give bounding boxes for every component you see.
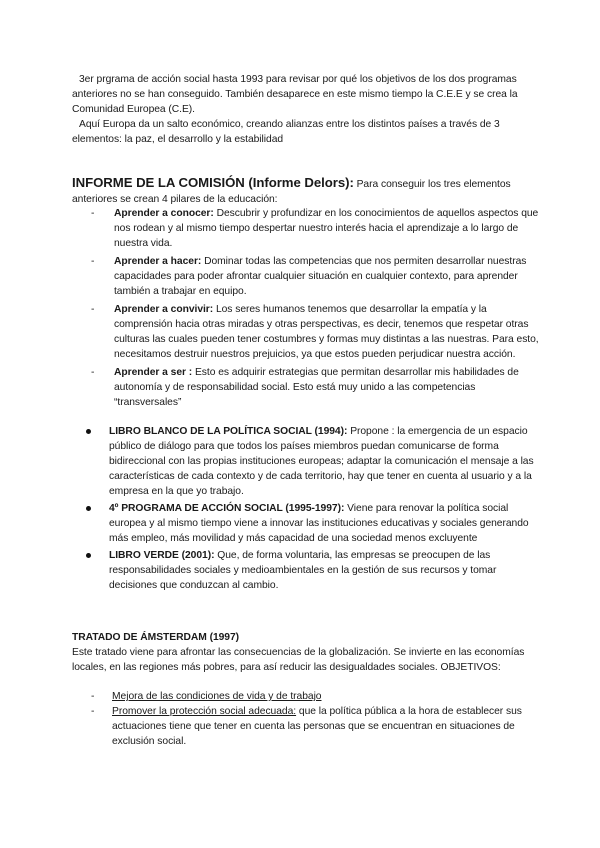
objective-term: Promover la protección social adecuada: (112, 706, 297, 717)
dash-marker: - (91, 208, 95, 219)
pillar-text: Los seres humanos tenemos que desarrollar la empatía y la comprensión hacia otras miradas y otras perspectivas, es decir, tenemos que respetar otras culturas las cuales pueden tener costumbres y formas muy distintas a las nuestras. Para esto, necesitamos destruir nuestros prejuicios, ya que estos pueden perjudicar nuestra acción. (114, 304, 539, 360)
policy-text: Viene para renovar la política social europea y al mismo tiempo viene a innovar las instituciones educativas y sociales generando más empleo, más movilidad y más capacidad de una sociedad menos excluyente (109, 503, 529, 544)
dash-marker: - (91, 367, 95, 378)
objective-text: que la política pública a la hora de establecer sus actuaciones tiene que tener en cuenta las personas que se encuentran en situaciones de exclusión social. (112, 706, 522, 747)
list-item (72, 254, 542, 299)
list-item (72, 365, 542, 410)
pillar-term: Aprender a hacer: (114, 256, 202, 267)
list-item (72, 704, 542, 749)
dash-marker: - (91, 256, 95, 267)
policy-term: LIBRO BLANCO DE LA POLÍTICA SOCIAL (1994): (109, 426, 348, 437)
policy-text: Que, de forma voluntaria, las empresas se preocupen de las responsabilidades sociales y medioambientales en la gestión de sus recursos y tomar decisiones que conduzcan al cambio. (109, 550, 497, 591)
amsterdam-body: Este tratado viene para afrontar las consecuencias de la globalización. Se invierte en las economías locales, en las regiones más pobres, para así reducir las desigualdades sociales. OBJETIVOS: (72, 647, 525, 673)
intro-paragraph-2: Aquí Europa da un salto económico, creando alianzas entre los distintos países a través de 3 elementos: la paz, el desarrollo y la estabilidad (72, 119, 500, 145)
pillar-term: Aprender a conocer: (114, 208, 214, 219)
dash-marker: - (91, 691, 95, 702)
policy-term: LIBRO VERDE (2001): (109, 550, 215, 561)
policy-text: Propone : la emergencia de un espacio público de diálogo para que todos los países miembros puedan comunicarse de forma bidireccional con las propias instituciones europeas; adaptar la comunicación el mensaje a las características de cada contexto y de cada territorio, hay que tener en cuenta al usuario y a la empresa en la que yo trabajo. (109, 426, 534, 497)
dash-marker: - (91, 706, 95, 717)
list-item (72, 424, 542, 499)
delors-pillars-list (72, 206, 542, 413)
amsterdam-heading-text: TRATADO DE ÁMSTERDAM (1997) (72, 632, 240, 643)
bullet-icon (86, 429, 91, 434)
list-item (72, 206, 542, 251)
policy-term: 4º PROGRAMA DE ACCIÓN SOCIAL (1995-1997): (109, 503, 345, 514)
list-item (72, 302, 542, 362)
intro-paragraph-1: 3er prgrama de acción social hasta 1993 para revisar por qué los objetivos de los dos programas anteriores no se han conseguido. También desaparece en este mismo tiempo la C.E.E y se crea la Comunidad Europea (C.E). (72, 74, 518, 115)
bullet-icon (86, 506, 91, 511)
amsterdam-heading (72, 630, 542, 645)
delors-heading-paragraph (72, 175, 542, 207)
dash-marker: - (91, 304, 95, 315)
list-item (72, 548, 542, 593)
pillar-text: Descubrir y profundizar en los conocimientos de aquellos aspectos que nos rodean y al mismo tiempo despertar nuestro interés hacia el aprendizaje a lo largo de nuestra vida. (114, 208, 539, 249)
pillar-term: Aprender a convivir: (114, 304, 214, 315)
pillar-text: Esto es adquirir estrategias que permitan desarrollar mis habilidades de autonomía y de responsabilidad social. Esto está muy unido a las competencias “transversales” (114, 367, 519, 408)
pillar-text: Dominar todas las competencias que nos permiten desarrollar nuestras capacidades para poder afrontar cualquier situación en cualquier contexto, para aprender también a trabajar en equipo. (114, 256, 527, 297)
list-item (72, 501, 542, 546)
bullet-icon (86, 553, 91, 558)
pillar-term: Aprender a ser : (114, 367, 193, 378)
amsterdam-objectives-list (72, 689, 542, 749)
policies-list (72, 424, 542, 595)
list-item (72, 689, 542, 704)
objective-term: Mejora de las condiciones de vida y de trabajo (112, 691, 322, 702)
intro-section (72, 72, 542, 147)
delors-heading: INFORME DE LA COMISIÓN (Informe Delors): (72, 175, 354, 190)
delors-heading-rest: Para conseguir los tres elementos anteriores se crean 4 pilares de la educación: (72, 179, 511, 205)
